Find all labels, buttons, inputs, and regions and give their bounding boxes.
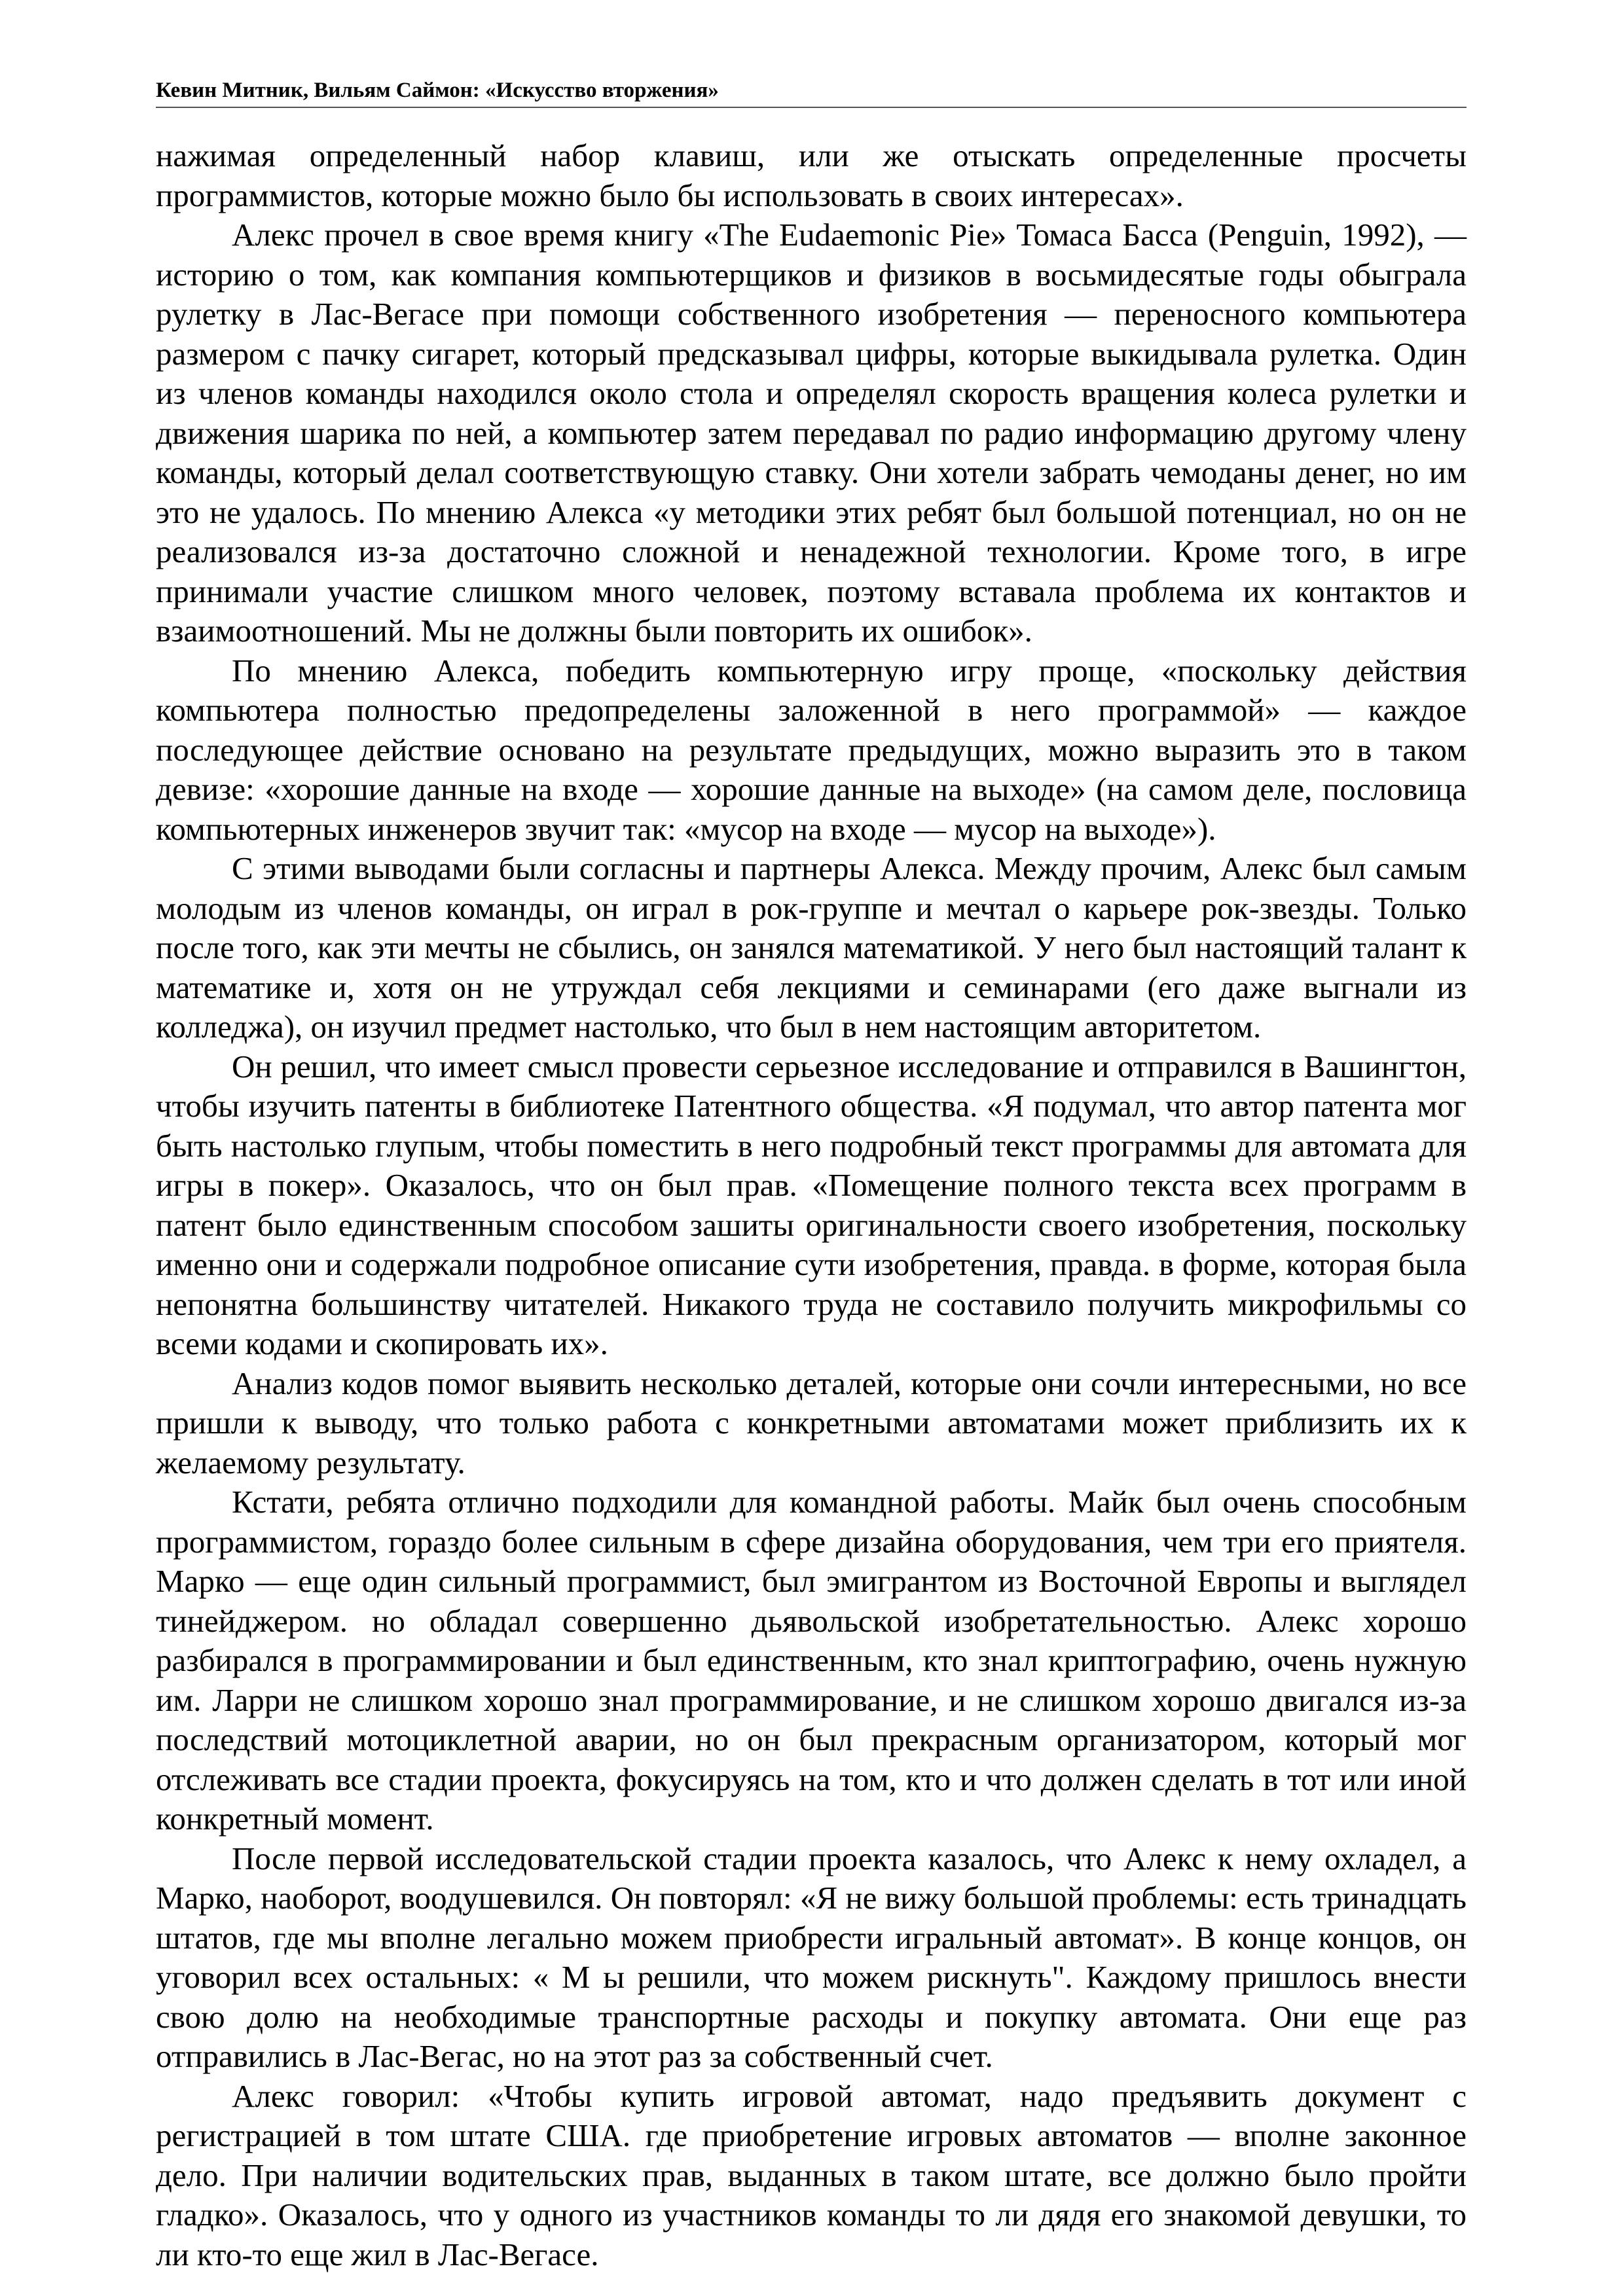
paragraph: Он решил, что имеет смысл провести серьезное исследование и отправился в Вашингтон, чтобы изучить патенты в библиотеке Патентного общества. «Я подумал, что автор патента мог быть настолько глупым, чтобы поместить в него подробный текст программы для автомата для игры в покер». Оказалось, что он был прав. «Помещение полного текста всех программ в патент было единственным способом зашиты оригинальности своего изобретения, поскольку именно они и содержали подробное описание сути изобретения, правда. в форме, которая была непонятна большинству читателей. Никакого труда не составило получить микрофильмы со всеми кодами и скопировать их».	[156, 1048, 1467, 1361]
paragraph: После первой исследовательской стадии проекта казалось, что Алекс к нему охладел, а Марко, наоборот, воодушевился. Он повторял: «Я не вижу большой проблемы: есть тринадцать штатов, где мы вполне легально можем приобрести игральный автомат». В конце концов, он уговорил всех остальных: « М ы решили, что можем рискнуть". Каждому пришлось внести свою долю на необходимые транспортные расходы и покупку автомата. Они еще раз отправились в Лас-Вегас, но на этот раз за собственный счет.	[156, 1840, 1467, 2074]
running-header: Кевин Митник, Вильям Саймон: «Искусство вторжения»	[156, 79, 719, 102]
paragraph: По мнению Алекса, победить компьютерную игру проще, «поскольку действия компьютера полностью предопределены заложенной в него программой» — каждое последующее действие основано на результате предыдущих, можно выразить это в таком девизе: «хорошие данные на входе — хорошие данные на выходе» (на самом деле, пословица компьютерных инженеров звучит так: «мусор на входе — мусор на выходе»).	[156, 652, 1467, 847]
paragraph: Анализ кодов помог выявить несколько деталей, которые они сочли интересными, но все пришли к выводу, что только работа с конкретными автоматами может приблизить их к желаемому результату.	[156, 1365, 1467, 1480]
header-divider	[156, 107, 1467, 108]
paragraph: Алекс говорил: «Чтобы купить игровой автомат, надо предъявить документ с регистрацией в том штате США. где приобретение игровых автоматов — вполне законное дело. При наличии водительских прав, выданных в таком штате, все должно было пройти гладко». Оказалось, что у одного из участников команды то ли дядя его знакомой девушки, то ли кто-то еще жил в Лас-Вегасе.	[156, 2077, 1467, 2272]
paragraph: С этими выводами были согласны и партнеры Алекса. Между прочим, Алекс был самым молодым из членов команды, он играл в рок-группе и мечтал о карьере рок-звезды. Только после того, как эти мечты не сбылись, он занялся математикой. У него был настоящий талант к математике и, хотя он не утруждал себя лекциями и семинарами (его даже выгнали из колледжа), он изучил предмет настолько, что был в нем настоящим авторитетом.	[156, 850, 1467, 1045]
paragraph-continued: нажимая определенный набор клавиш, или же отыскать определенные просчеты программистов, которые можно было бы использовать в своих интересах».	[156, 137, 1467, 213]
body-text	[156, 136, 1467, 2274]
paragraph: Алекс прочел в свое время книгу «The Eudaemonic Pie» Томаса Басса (Penguin, 1992), — историю о том, как компания компьютерщиков и физиков в восьмидесятые годы обыграла рулетку в Лас-Вегасе при помощи собственного изобретения — переносного компьютера размером с пачку сигарет, который предсказывал цифры, которые выкидывала рулетка. Один из членов команды находился около стола и определял скорость вращения колеса рулетки и движения шарика по ней, а компьютер затем передавал по радио информацию другому члену команды, который делал соответствующую ставку. Они хотели забрать чемоданы денег, но им это не удалось. По мнению Алекса «у методики этих ребят был большой потенциал, но он не реализовался из-за достаточно сложной и ненадежной технологии. Кроме того, в игре принимали участие слишком много человек, поэтому вставала проблема их контактов и взаимоотношений. Мы не должны были повторить их ошибок».	[156, 217, 1467, 649]
paragraph: Кстати, ребята отлично подходили для командной работы. Майк был очень способным программистом, гораздо более сильным в сфере дизайна оборудования, чем три его приятеля. Марко — еще один сильный программист, был эмигрантом из Восточной Европы и выглядел тинейджером. но обладал совершенно дьявольской изобретательностью. Алекс хорошо разбирался в программировании и был единственным, кто знал криптографию, очень нужную им. Ларри не слишком хорошо знал программирование, и не слишком хорошо двигался из-за последствий мотоциклетной аварии, но он был прекрасным организатором, который мог отслеживать все стадии проекта, фокусируясь на том, кто и что должен сделать в тот или иной конкретный момент.	[156, 1484, 1467, 1837]
